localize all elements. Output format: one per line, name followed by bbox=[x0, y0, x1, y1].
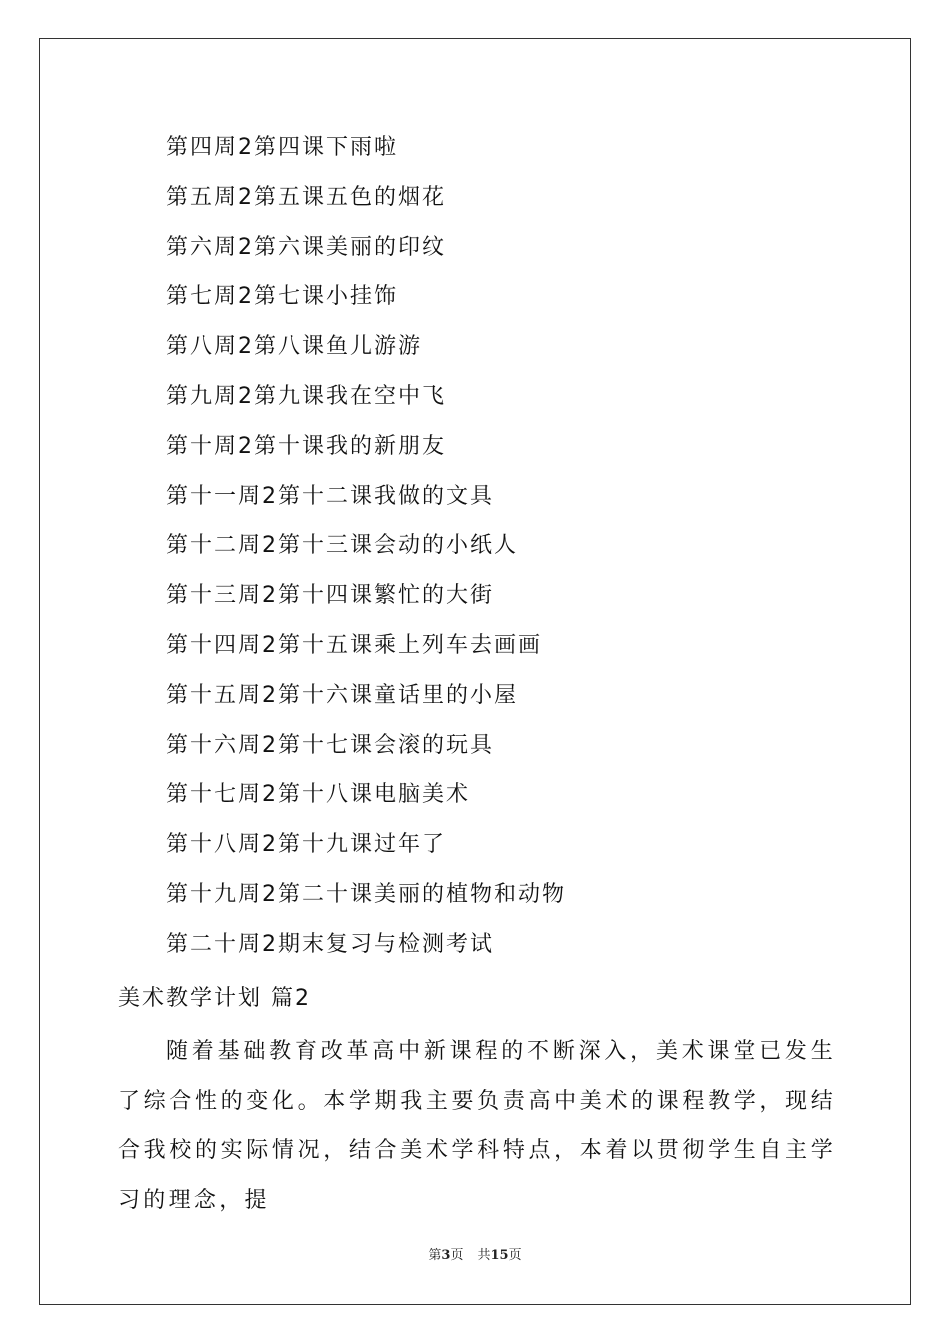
body-paragraph: 随着基础教育改革高中新课程的不断深入，美术课堂已发生了综合性的变化。本学期我主要负责高中美术的课程教学，现结合我校的实际情况，结合美术学科特点，本着以贯彻学生自主学习的理念，提 bbox=[118, 1039, 836, 1213]
schedule-item: 第十七周2第十八课电脑美术 bbox=[166, 782, 470, 808]
schedule-item: 第二十周2期末复习与检测考试 bbox=[166, 931, 494, 957]
schedule-item: 第十三周2第十四课繁忙的大街 bbox=[166, 583, 494, 609]
current-page-number: 3 bbox=[441, 1248, 451, 1263]
schedule-item: 第七周2第七课小挂饰 bbox=[166, 284, 398, 310]
schedule-item: 第十四周2第十五课乘上列车去画画 bbox=[166, 632, 542, 658]
schedule-item: 第五周2第五课五色的烟花 bbox=[166, 184, 446, 210]
total-prefix: 共 bbox=[477, 1248, 491, 1263]
page-suffix: 页 bbox=[450, 1248, 464, 1263]
weekly-schedule-list bbox=[166, 127, 566, 974]
schedule-item: 第十周2第十课我的新朋友 bbox=[166, 433, 446, 459]
schedule-item: 第六周2第六课美丽的印纹 bbox=[166, 234, 446, 260]
schedule-item: 第八周2第八课鱼儿游游 bbox=[166, 334, 422, 360]
schedule-item: 第十一周2第十二课我做的文具 bbox=[166, 483, 494, 509]
page-footer bbox=[0, 1247, 950, 1265]
total-page-count: 15 bbox=[490, 1248, 509, 1263]
schedule-item: 第十八周2第十九课过年了 bbox=[166, 832, 446, 858]
schedule-item: 第十五周2第十六课童话里的小屋 bbox=[166, 682, 518, 708]
schedule-item: 第九周2第九课我在空中飞 bbox=[166, 383, 446, 409]
schedule-item: 第十六周2第十七课会滚的玩具 bbox=[166, 732, 494, 758]
total-suffix: 页 bbox=[508, 1248, 522, 1263]
schedule-item: 第十二周2第十三课会动的小纸人 bbox=[166, 533, 518, 559]
section-heading: 美术教学计划 篇2 bbox=[118, 986, 311, 1011]
page-prefix: 第 bbox=[428, 1248, 442, 1263]
schedule-item: 第十九周2第二十课美丽的植物和动物 bbox=[166, 881, 566, 907]
schedule-item: 第四周2第四课下雨啦 bbox=[166, 135, 398, 160]
